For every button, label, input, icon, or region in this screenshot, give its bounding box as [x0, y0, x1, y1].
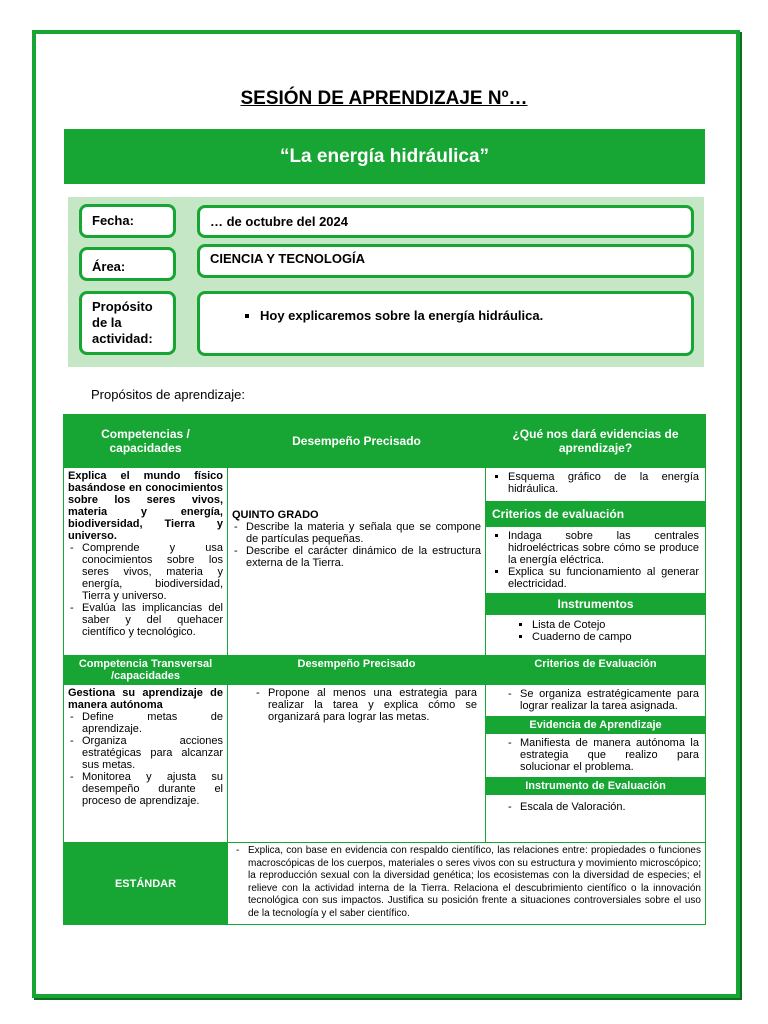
info-panel [68, 197, 704, 367]
instrumento-item: ▪ Cuaderno de campo [532, 631, 699, 643]
evidencia-item: ▪ Esquema gráfico de la energía hidráulica. [508, 471, 699, 495]
transversal-desempeno: - Propone al menos una estrategia para realizar la tarea y explica cómo se organizará para lograr las metas. [268, 687, 477, 723]
learning-table [63, 414, 706, 925]
proposito-label-1: Propósito [92, 299, 153, 314]
proposito-label-box [79, 291, 176, 355]
fecha-value-box [197, 205, 694, 238]
competencia-item: - Comprende y usa conocimientos sobre los seres vivos, materia y energía, biodiversidad, Tierra y universo. [82, 542, 223, 602]
area-value-box [197, 244, 694, 278]
competencia-cell [64, 468, 228, 656]
area-label-box [79, 247, 176, 281]
section-intro: Propósitos de aprendizaje: [91, 387, 245, 402]
transversal-item: - Define metas de aprendizaje. [82, 711, 223, 735]
transversal-title: Gestiona su aprendizaje de manera autónoma [68, 687, 223, 711]
estandar-text: - Explica, con base en evidencia con respaldo científico, las relaciones entre: propiedades o funciones macroscópicas de los cuerpos, materiales o seres vivos con su estructura y movimiento microscópico; la reproducción sexual con la diversidad genética; los ecosistemas con la diversidad de especies; el relieve con la actividad interna de la Tierra. Relaciona el descubrimiento científico o la innovación tecnológica con sus impactos. Justifica su posición frente a situaciones controversiales sobre el uso de la tecnología y el saber científico. [248, 845, 701, 920]
proposito-value: ▪ Hoy explicaremos sobre la energía hidráulica. [260, 308, 691, 323]
transversal-criterio: - Se organiza estratégicamente para lograr realizar la tarea asignada. [520, 688, 699, 712]
proposito-label-2: de la [92, 315, 122, 330]
transversal-desempeno-cell [228, 685, 486, 843]
grado-label: QUINTO GRADO [232, 508, 319, 521]
criterio-item: ▪ Explica su funcionamiento al generar electricidad. [508, 566, 699, 590]
evidencias-cell [486, 468, 706, 656]
instrumento-evaluacion: - Escala de Valoración. [520, 801, 699, 813]
evidencia-aprendizaje: - Manifiesta de manera autónoma la estrategia que realizo para solucionar el problema. [520, 737, 699, 773]
evidencia-aprendizaje-header: Evidencia de Aprendizaje [486, 716, 705, 734]
fecha-label-box [79, 204, 176, 238]
area-label: Área: [92, 259, 126, 274]
page-title: SESIÓN DE APRENDIZAJE Nº… [240, 88, 528, 109]
proposito-label-3: actividad: [92, 331, 153, 346]
fecha-value: … de octubre del 2024 [210, 214, 348, 229]
transversal-item: - Organiza acciones estratégicas para alcanzar sus metas. [82, 735, 223, 771]
header-criterios-eval: Criterios de Evaluación [486, 656, 706, 685]
competencia-item: - Evalúa las implicancias del saber y del quehacer científico y tecnológico. [82, 602, 223, 638]
criterio-item: ▪ Indaga sobre las centrales hidroeléctricas sobre cómo se produce la energía eléctrica. [508, 530, 699, 566]
desempeno-item: - Describe el carácter dinámico de la estructura externa de la Tierra. [246, 545, 481, 569]
header-desempeno-2: Desempeño Precisado [228, 656, 486, 685]
desempeno-cell [228, 468, 486, 656]
instrumento-item: ▪ Lista de Cotejo [532, 619, 699, 631]
transversal-item: - Monitorea y ajusta su desempeño durante el proceso de aprendizaje. [82, 771, 223, 807]
instrumentos-header: Instrumentos [486, 593, 705, 615]
area-value: CIENCIA Y TECNOLOGÍA [210, 251, 366, 266]
transversal-cell [64, 685, 228, 843]
estandar-cell [228, 843, 706, 925]
fecha-label: Fecha: [92, 213, 134, 228]
header-desempeno: Desempeño Precisado [228, 415, 486, 468]
header-evidencias: ¿Qué nos dará evidencias de aprendizaje? [486, 415, 706, 468]
criterios-header: Criterios de evaluación [486, 501, 705, 527]
header-competencias: Competencias / capacidades [64, 415, 228, 468]
desempeno-item: - Describe la materia y señala que se compone de partículas pequeñas. [246, 521, 481, 545]
competencia-title: Explica el mundo físico basándose en conocimientos sobre los seres vivos, materia y energía, biodiversidad, Tierra y universo. [68, 470, 223, 542]
topic-banner: “La energía hidráulica” [64, 129, 705, 184]
transversal-evaluacion-cell [486, 685, 706, 843]
header-transversal: Competencia Transversal /capacidades [64, 656, 228, 685]
proposito-value-box [197, 291, 694, 356]
instrumento-evaluacion-header: Instrumento de Evaluación [486, 777, 705, 795]
estandar-label: ESTÁNDAR [64, 843, 228, 925]
